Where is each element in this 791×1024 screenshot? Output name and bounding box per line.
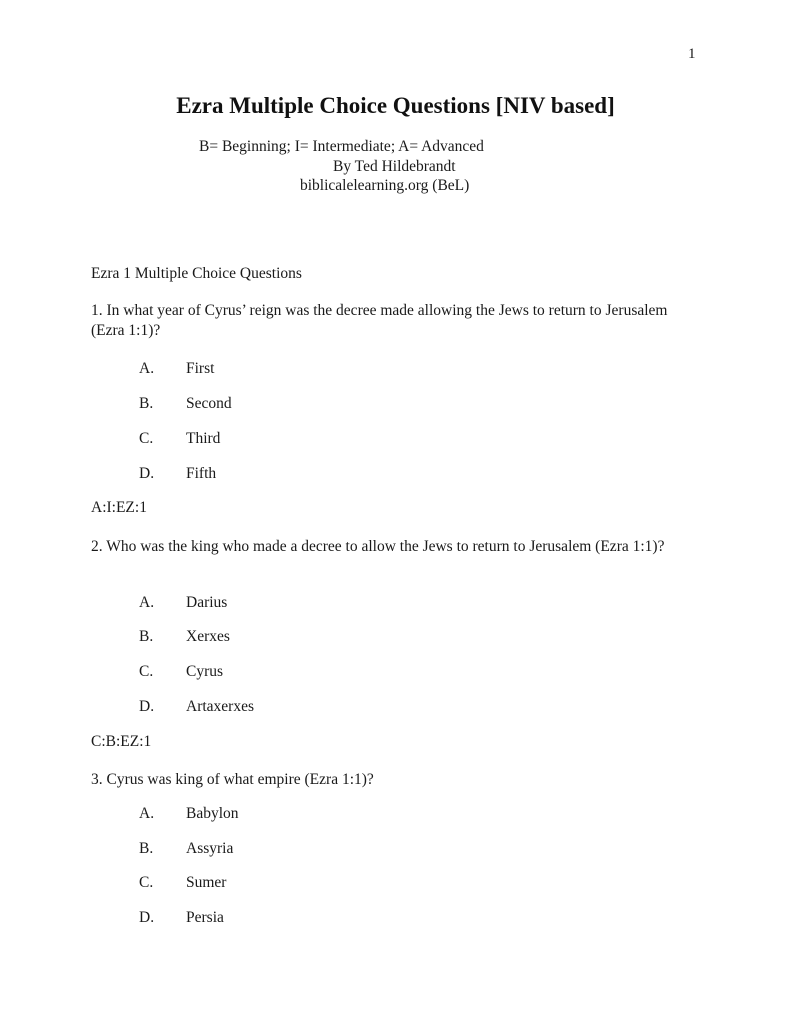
question-2-option-b-letter: B. bbox=[139, 628, 154, 645]
question-2-text: 2. Who was the king who made a decree to allow the Jews to return to Jerusalem (Ezra 1:1)? bbox=[91, 538, 665, 555]
question-1-option-b-letter: B. bbox=[139, 395, 154, 412]
document-title: Ezra Multiple Choice Questions [NIV based] bbox=[176, 93, 615, 118]
question-3-text: 3. Cyrus was king of what empire (Ezra 1:1)? bbox=[91, 771, 374, 788]
question-2-option-b-text: Xerxes bbox=[186, 628, 230, 645]
question-2-answer-code: C:B:EZ:1 bbox=[91, 733, 152, 750]
page-number: 1 bbox=[688, 46, 696, 62]
question-1-option-a-letter: A. bbox=[139, 360, 155, 377]
question-1-answer-code: A:I:EZ:1 bbox=[91, 499, 147, 516]
question-3-option-d-text: Persia bbox=[186, 909, 224, 926]
difficulty-legend: B= Beginning; I= Intermediate; A= Advanced bbox=[199, 138, 484, 155]
question-3-option-d-letter: D. bbox=[139, 909, 155, 926]
question-2-option-a-letter: A. bbox=[139, 594, 155, 611]
question-2-option-d-letter: D. bbox=[139, 698, 155, 715]
question-1-text: 1. In what year of Cyrus’ reign was the decree made allowing the Jews to return to Jerusalem (Ezra 1:1)? bbox=[91, 302, 668, 339]
question-1-option-c-letter: C. bbox=[139, 430, 154, 447]
question-1-option-b-text: Second bbox=[186, 395, 232, 412]
question-3-option-a-letter: A. bbox=[139, 805, 155, 822]
question-1-option-a-text: First bbox=[186, 360, 215, 377]
section-heading: Ezra 1 Multiple Choice Questions bbox=[91, 265, 302, 282]
question-3-option-c-letter: C. bbox=[139, 874, 154, 891]
question-3-option-b-text: Assyria bbox=[186, 840, 234, 857]
question-2-option-d-text: Artaxerxes bbox=[186, 698, 254, 715]
question-2-option-c-text: Cyrus bbox=[186, 663, 224, 680]
author-line: By Ted Hildebrandt bbox=[333, 158, 456, 175]
question-3-option-a-text: Babylon bbox=[186, 805, 239, 822]
question-3-option-c-text: Sumer bbox=[186, 874, 227, 891]
website-line: biblicalelearning.org (BeL) bbox=[300, 177, 470, 194]
question-1-option-d-text: Fifth bbox=[186, 465, 217, 482]
question-2-option-a-text: Darius bbox=[186, 594, 228, 611]
question-1-option-c-text: Third bbox=[186, 430, 221, 447]
question-2-option-c-letter: C. bbox=[139, 663, 154, 680]
question-3-option-b-letter: B. bbox=[139, 840, 154, 857]
question-1-option-d-letter: D. bbox=[139, 465, 155, 482]
